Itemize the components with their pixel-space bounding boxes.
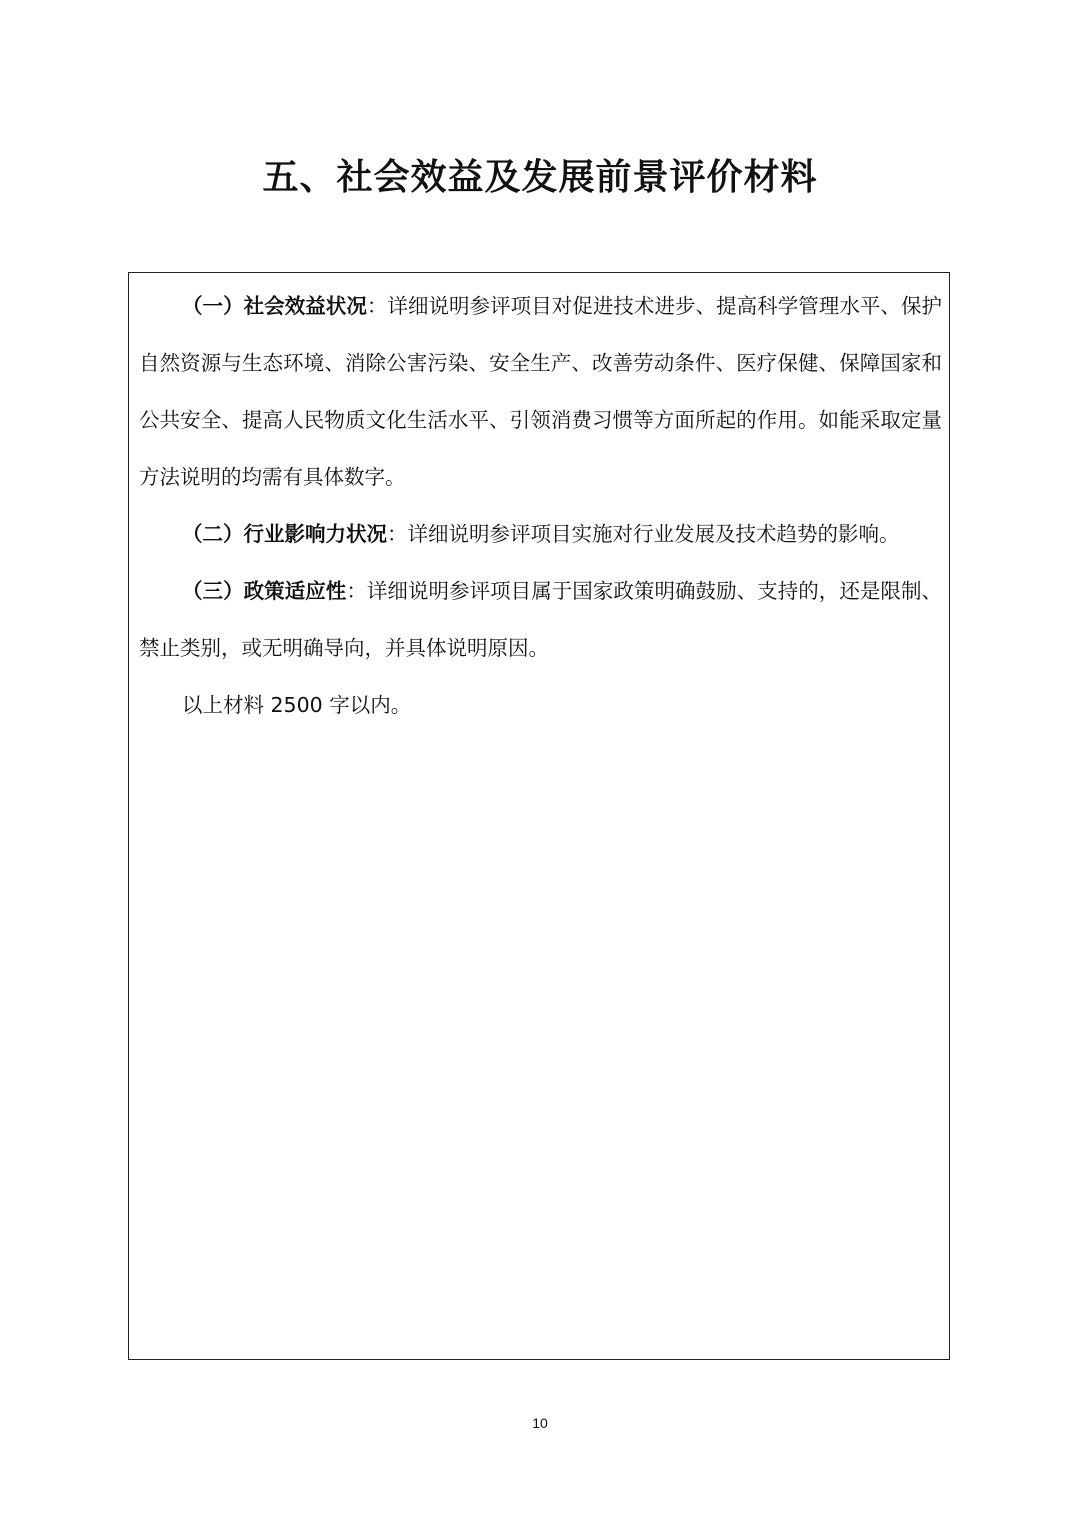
page-title: 五、社会效益及发展前景评价材料 (262, 157, 818, 198)
word-limit-note: 以上材料 2500 字以内。 (182, 693, 412, 717)
page-number: 10 (532, 1415, 548, 1431)
section-social-benefits (139, 278, 942, 506)
section-policy-adaptability (139, 563, 942, 677)
section-body: ：详细说明参评项目实施对行业发展及技术趋势的影响。 (387, 522, 900, 546)
section-body: ：详细说明参评项目对促进技术进步、提高科学管理水平、保护自然资源与生态环境、消除公害污染、安全生产、改善劳动条件、医疗保健、保障国家和公共安全、提高人民物质文化生活水平、引领消费习惯等方面所起的作用。如能采取定量方法说明的均需有具体数字。 (139, 294, 942, 489)
section-body: ：详细说明参评项目属于国家政策明确鼓励、支持的，还是限制、禁止类别，或无明确导向，并具体说明原因。 (139, 579, 943, 660)
section-heading: （二）行业影响力状况 (182, 522, 387, 546)
section-heading: （三）政策适应性 (182, 579, 347, 603)
section-heading: （一）社会效益状况 (182, 294, 367, 318)
content-box (128, 272, 950, 1360)
section-industry-influence (139, 506, 942, 563)
